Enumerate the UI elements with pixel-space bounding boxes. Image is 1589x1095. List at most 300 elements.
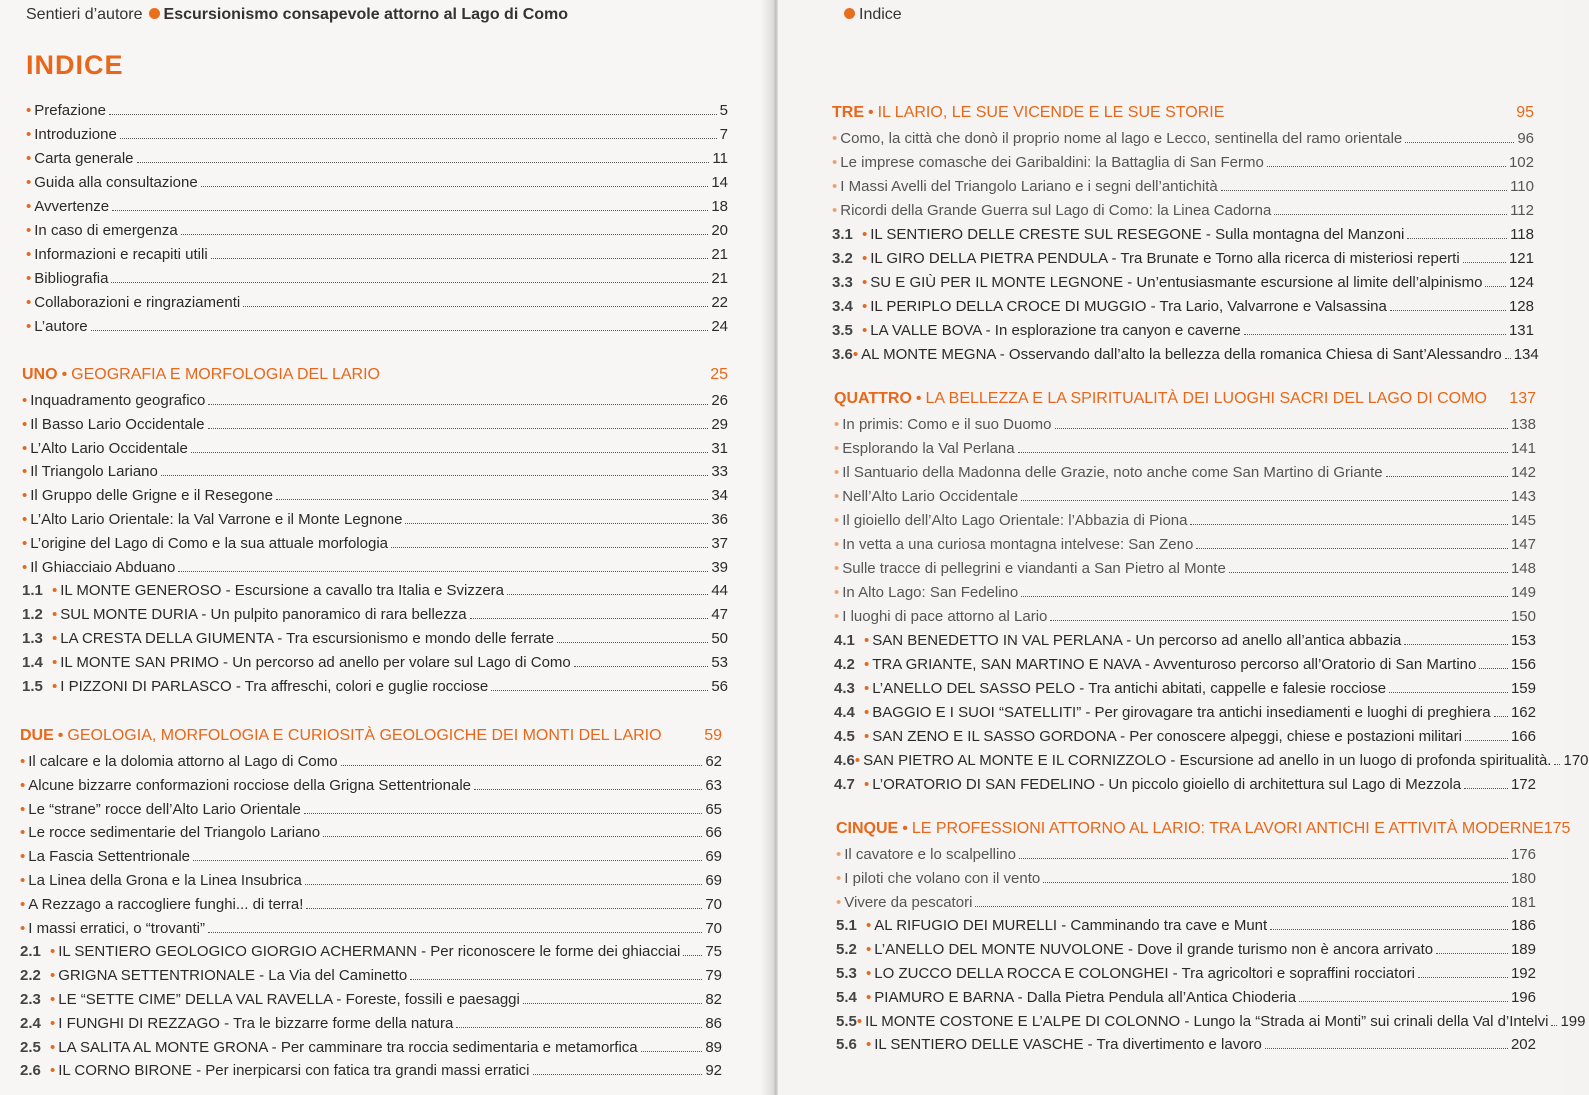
bullet-icon: • [834,536,840,553]
toc-entry [26,294,728,316]
entry-page: 145 [1510,512,1536,529]
bullet-icon: • [866,1036,872,1054]
index-title: INDICE [26,50,124,80]
dot-leader [137,162,710,163]
toc-entry [22,392,728,414]
entry-title: Inquadramento geografico [30,392,206,409]
bullet-icon: • [866,917,872,935]
entry-page: 148 [1510,560,1536,577]
entry-title: SU E GIÙ PER IL MONTE LEGNONE - Un’entusiasmante escursione al limite dell’alpinismo [870,274,1483,291]
bullet-icon: • [50,1014,56,1032]
entry-page: 196 [1510,988,1536,1006]
bullet-icon: • [50,1062,56,1080]
entry-number: 2.6 [20,1062,41,1080]
dot-leader [1190,524,1507,525]
entry-page: 14 [711,174,728,191]
entry-number: 1.4 [22,653,43,671]
toc-entry [834,416,1536,438]
toc-entry [20,801,722,823]
entry-number: 2.4 [20,1014,41,1032]
toc-entry [834,512,1536,534]
entry-page: 134 [1513,346,1539,363]
entry-page: 36 [711,511,728,528]
entry-title: Como, la città che donò il proprio nome al lago e Lecco, sentinella del ramo orientale [840,130,1403,147]
bullet-icon: • [57,727,64,744]
book-title: Escursionismo consapevole attorno al Lago di Como [163,6,569,23]
dot-leader [1465,740,1508,741]
chapter-title: LE PROFESSIONI ATTORNO AL LARIO: TRA LAVORI ANTICHI E ATTIVITÀ MODERNE [911,820,1544,837]
dot-leader [178,571,708,572]
entry-title: La Linea della Grona e la Linea Insubrica [28,872,302,889]
dot-leader [1494,716,1508,717]
toc-entry [22,630,728,652]
entry-title: Il Triangolo Lariano [30,463,158,481]
toc-entry [832,346,1539,368]
dot-leader [507,594,708,595]
entry-title: L’ANELLO DEL SASSO PELO - Tra antichi abitati, cappelle e falesie rocciose [872,680,1387,697]
toc-entry [836,941,1536,963]
entry-number: 5.3 [836,965,857,982]
toc-entry [832,202,1534,224]
dot-leader [683,955,702,956]
chapter-heading [22,366,728,390]
chapter-number: UNO [22,366,58,383]
entry-number: 2.5 [20,1038,41,1056]
entry-title: I massi erratici, o “trovanti” [28,919,205,937]
toc-entry [26,174,728,196]
dot-leader [161,475,708,476]
entry-page: 142 [1510,464,1536,481]
toc-entry [834,632,1536,654]
toc-entry [836,870,1536,892]
toc-entry [834,728,1536,750]
chapter-page: 25 [710,366,728,383]
entry-page: 199 [1560,1012,1586,1030]
chapter-heading [834,390,1536,414]
entry-page: 121 [1508,250,1534,267]
toc-entry [20,1039,722,1061]
entry-number: 3.1 [832,226,853,243]
entry-page: 79 [705,967,722,985]
bullet-icon: • [26,126,32,143]
entry-title: IL SENTIERO GEOLOGICO GIORGIO ACHERMANN - Per riconoscere le forme dei ghiacciai [58,943,681,961]
entry-title: SAN ZENO E IL SASSO GORDONA - Per conoscere alpeggi, chiese e postazioni militari [872,728,1462,745]
bullet-icon: • [862,250,868,267]
entry-page: 66 [705,824,722,842]
bullet-icon: • [22,534,28,552]
bullet-icon: • [26,318,32,335]
bullet-icon: • [50,1038,56,1056]
entry-title: Il cavatore e lo scalpellino [844,846,1017,863]
entry-page: 166 [1510,728,1536,745]
bullet-icon: • [26,270,32,287]
entry-page: 5 [719,102,728,119]
entry-title: Guida alla consultazione [34,174,198,191]
bullet-icon: • [26,198,32,215]
toc-entry [22,654,728,676]
entry-page: 86 [705,1014,722,1032]
bullet-icon: • [864,728,870,745]
entry-page: 33 [711,463,728,481]
entry-page: 170 [1563,752,1589,769]
entry-page: 202 [1510,1036,1536,1054]
entry-number: 5.5 [836,1012,857,1030]
entry-page: 149 [1510,584,1536,601]
dot-leader [304,813,702,814]
dot-leader [1018,452,1508,453]
chapter-page: 175 [1543,820,1571,837]
bullet-icon: • [22,558,28,576]
dot-leader [1244,334,1506,335]
dot-leader [1390,310,1506,311]
chapter-page: 95 [1516,104,1534,121]
bullet-icon: • [864,656,870,673]
entry-page: 56 [711,677,728,695]
entry-number: 4.7 [834,776,855,793]
entry-title: IL SENTIERO DELLE VASCHE - Tra divertimento e lavoro [874,1036,1262,1054]
bullet-icon: • [832,178,838,195]
bullet-icon: • [22,439,28,457]
bullet-icon: • [22,487,28,505]
entry-page: 110 [1510,178,1534,195]
bullet-icon: • [834,560,840,577]
toc-entry [22,559,728,581]
entry-title: BAGGIO E I SUOI “SATELLITI” - Per girovagare tra antichi insediamenti e luoghi di preghiera [872,704,1491,721]
bullet-icon: • [52,582,58,600]
entry-page: 53 [711,653,728,671]
entry-page: 153 [1510,632,1536,649]
dot-leader [1021,596,1508,597]
entry-page: 69 [705,848,722,866]
dot-leader [410,979,702,980]
toc-entry [832,178,1534,200]
toc-entry [834,488,1536,510]
toc-entry [836,989,1536,1011]
dot-leader [1019,858,1508,859]
entry-title: I PIZZONI DI PARLASCO - Tra affreschi, colori e guglie rocciose [60,677,489,695]
entry-page: 176 [1510,846,1536,863]
entry-page: 102 [1508,154,1534,171]
dot-leader [1479,668,1508,669]
entry-title: Sulle tracce di pellegrini e viandanti a San Pietro al Monte [842,560,1226,577]
entry-page: 156 [1510,656,1536,673]
toc-entry [832,154,1534,176]
entry-title: In primis: Como e il suo Duomo [842,416,1052,433]
dot-leader [1405,142,1514,143]
bullet-icon: • [22,415,28,433]
entry-page: 112 [1510,202,1534,219]
toc-entry [834,752,1589,774]
entry-number: 3.4 [832,298,853,315]
dot-leader [574,666,709,667]
entry-title: Collaborazioni e ringraziamenti [34,294,241,311]
dot-leader [208,428,709,429]
entry-page: 128 [1508,298,1534,315]
dot-leader [391,547,708,548]
entry-title: AL MONTE MEGNA - Osservando dall’alto la bellezza della romanica Chiesa di Sant’Alessandro [861,346,1502,363]
dot-leader [112,210,708,211]
bullet-icon: • [868,104,874,121]
dot-leader [470,618,709,619]
entry-page: 70 [705,895,722,913]
entry-title: I luoghi di pace attorno al Lario [842,608,1048,625]
toc-entry [832,298,1534,320]
entry-title: Il Gruppo delle Grigne e il Resegone [30,487,273,505]
dot-leader [1463,262,1506,263]
entry-page: 159 [1510,680,1536,697]
right-page [778,0,1589,1095]
dot-leader [491,690,708,691]
dot-leader [1505,358,1511,359]
bullet-icon: • [22,392,28,409]
series-name: Sentieri d’autore [26,6,143,23]
entry-page: 7 [719,126,728,143]
entry-title: SUL MONTE DURIA - Un pulpito panoramico di rara bellezza [60,606,467,624]
chapter-page: 59 [704,727,722,744]
toc-entry [832,274,1534,296]
bullet-icon: • [20,872,26,889]
bullet-icon: • [52,630,58,647]
entry-page: 89 [705,1038,722,1056]
entry-title: Il Santuario della Madonna delle Grazie, noto anche come San Martino di Griante [842,464,1383,481]
entry-title: IL SENTIERO DELLE CRESTE SUL RESEGONE - Sulla montagna del Manzoni [870,226,1405,243]
entry-page: 96 [1517,130,1534,147]
toc-entry [834,704,1536,726]
chapter-title: IL LARIO, LE SUE VICENDE E LE SUE STORIE [877,104,1225,121]
entry-title: Informazioni e recapiti utili [34,246,208,263]
entry-title: I piloti che volano con il vento [844,869,1041,887]
entry-page: 65 [705,800,722,818]
entry-page: 172 [1510,776,1536,793]
left-running-head [26,6,568,24]
toc-entry [22,582,728,604]
bullet-icon: • [52,653,58,671]
dot-leader [1551,1025,1557,1026]
entry-number: 3.5 [832,322,853,339]
entry-page: 181 [1510,893,1536,911]
entry-page: 75 [705,943,722,961]
toc-entry [22,535,728,557]
entry-title: IL CORNO BIRONE - Per inerpicarsi con fatica tra grandi massi erratici [58,1062,530,1080]
entry-title: Bibliografia [34,270,109,287]
bullet-icon: • [832,202,838,219]
dot-leader [405,523,708,524]
dot-leader [1229,572,1508,573]
entry-title: L’ANELLO DEL MONTE NUVOLONE - Dove il grande turismo non è ancora arrivato [874,941,1434,959]
entry-page: 22 [711,294,728,311]
dot-leader [1221,190,1507,191]
bullet-icon: • [915,390,922,407]
dot-leader [1386,476,1508,477]
dot-leader [181,234,709,235]
entry-title: Le rocce sedimentarie del Triangolo Lariano [28,824,321,842]
dot-leader [1050,620,1508,621]
toc-entry [20,1062,722,1084]
bullet-icon: • [862,274,868,291]
dot-leader [201,186,709,187]
dot-leader [109,114,717,115]
toc-entry [20,967,722,989]
entry-title: Il Basso Lario Occidentale [30,415,205,433]
entry-number: 4.6 [834,752,855,769]
entry-page: 18 [711,198,728,215]
bullet-icon: • [832,154,838,171]
dot-leader [1274,214,1507,215]
entry-number: 2.3 [20,991,41,1008]
entry-title: Introduzione [34,126,117,143]
entry-title: SAN BENEDETTO IN VAL PERLANA - Un percorso ad anello all’antica abbazia [872,632,1402,649]
bullet-icon: • [902,820,908,837]
dot-leader [1270,929,1508,930]
dot-leader [341,765,703,766]
entry-page: 37 [711,534,728,552]
chapter-heading [20,727,722,751]
bullet-icon: • [20,895,26,913]
entry-page: 62 [705,753,722,770]
toc-entry [832,250,1534,272]
bullet-icon: • [26,174,32,191]
dot-leader [1196,548,1508,549]
bullet-icon: • [862,298,868,315]
entry-page: 189 [1510,941,1536,959]
entry-page: 143 [1510,488,1536,505]
entry-number: 5.1 [836,917,857,935]
bullet-icon: • [61,366,68,383]
entry-title: In caso di emergenza [34,222,178,239]
entry-number: 4.4 [834,704,855,721]
entry-title: IL MONTE GENEROSO - Escursione a cavallo tra Italia e Svizzera [60,582,505,600]
dot-leader [305,884,703,885]
dot-leader [1389,692,1508,693]
entry-page: 70 [705,919,722,937]
entry-title: IL MONTE SAN PRIMO - Un percorso ad anello per volare sul Lago di Como [60,653,571,671]
right-running-head [838,6,902,24]
chapter-page: 137 [1509,390,1536,407]
entry-title: I FUNGHI DI REZZAGO - Tra le bizzarre forme della natura [58,1014,454,1032]
entry-title: GRIGNA SETTENTRIONALE - La Via del Caminetto [58,967,408,985]
entry-title: LO ZUCCO DELLA ROCCA E COLONGHEI - Tra agricoltori e sopraffini rocciatori [874,965,1415,982]
entry-page: 150 [1510,608,1536,625]
bullet-icon: • [836,846,842,863]
entry-number: 5.6 [836,1036,857,1054]
bullet-icon: • [864,632,870,649]
entry-title: L’ORATORIO DI SAN FEDELINO - Un piccolo gioiello di architettura sul Lago di Mezzola [872,776,1462,793]
bullet-icon: • [862,226,868,243]
toc-entry [836,894,1536,916]
toc-entry [22,511,728,533]
bullet-icon: • [852,346,859,363]
entry-page: 147 [1510,536,1536,553]
bullet-icon: • [866,941,872,959]
dot-leader [1404,644,1508,645]
entry-page: 34 [711,487,728,505]
bullet-icon: • [864,680,870,697]
bullet-icon: • [834,608,840,625]
entry-title: IL MONTE COSTONE E L’ALPE DI COLONNO - Lungo la “Strada ai Monti” sui crinali della Val d’Intelvi [865,1012,1549,1030]
toc-entry [834,464,1536,486]
entry-title: Carta generale [34,150,134,167]
entry-number: 2.1 [20,943,41,961]
dot-leader [1436,953,1508,954]
orange-dot-icon [149,8,160,19]
bullet-icon: • [866,988,872,1006]
bullet-icon: • [866,965,872,982]
dot-leader [208,404,708,405]
chapter-title: GEOGRAFIA E MORFOLOGIA DEL LARIO [71,366,380,383]
bullet-icon: • [20,919,26,937]
toc-entry [26,318,728,340]
toc-entry [20,777,722,799]
entry-page: 69 [705,872,722,889]
bullet-icon: • [832,130,838,147]
toc-entry [832,130,1534,152]
bullet-icon: • [26,150,32,167]
toc-entry [20,753,722,775]
chapter-title: GEOLOGIA, MORFOLOGIA E CURIOSITÀ GEOLOGICHE DEI MONTI DEL LARIO [67,727,662,744]
entry-page: 50 [711,630,728,647]
dot-leader [474,789,702,790]
entry-number: 4.3 [834,680,855,697]
entry-page: 11 [712,150,728,167]
toc-entry [26,222,728,244]
bullet-icon: • [20,800,26,818]
bullet-icon: • [50,943,56,961]
orange-dot-icon [844,8,855,19]
left-page [0,0,772,1095]
dot-leader [208,932,702,933]
entry-page: 186 [1510,917,1536,935]
dot-leader [456,1027,702,1028]
toc-entry [834,536,1536,558]
entry-page: 44 [711,582,728,600]
toc-entry [20,991,722,1013]
entry-number: 4.5 [834,728,855,745]
entry-title: SAN PIETRO AL MONTE E IL CORNIZZOLO - Escursione ad anello in un luogo di profonda spiritualità. [863,752,1552,769]
entry-title: L’autore [34,318,88,335]
dot-leader [1407,238,1507,239]
entry-number: 5.4 [836,988,857,1006]
toc-entry [20,872,722,894]
entry-title: In vetta a una curiosa montagna intelvese: San Zeno [842,536,1194,553]
dot-leader [191,452,708,453]
entry-number: 3.6 [832,346,853,363]
entry-page: 21 [711,270,728,287]
dot-leader [306,908,702,909]
toc-entry [832,226,1534,248]
entry-title: Il calcare e la dolomia attorno al Lago di Como [28,753,338,770]
entry-number: 1.2 [22,606,43,624]
entry-title: Esplorando la Val Perlana [842,440,1015,457]
toc-entry [834,680,1536,702]
bullet-icon: • [834,584,840,601]
chapter-number: CINQUE [836,820,899,837]
entry-page: 47 [711,606,728,624]
entry-title: A Rezzago a raccogliere funghi... di terra! [28,895,304,913]
bullet-icon: • [856,1012,863,1030]
entry-title: IL GIRO DELLA PIETRA PENDULA - Tra Brunate e Torno alla ricerca di misteriosi reperti [870,250,1460,267]
entry-number: 3.3 [832,274,853,291]
bullet-icon: • [834,512,840,529]
bullet-icon: • [26,246,32,263]
toc-entry [26,270,728,292]
chapter-heading [832,104,1534,128]
dot-leader [1043,882,1508,883]
toc-entry [836,917,1536,939]
bullet-icon: • [836,893,842,911]
entry-page: 118 [1510,226,1534,243]
bullet-icon: • [834,440,840,457]
chapter-title: LA BELLEZZA E LA SPIRITUALITÀ DEI LUOGHI SACRI DEL LAGO DI COMO [925,390,1487,407]
